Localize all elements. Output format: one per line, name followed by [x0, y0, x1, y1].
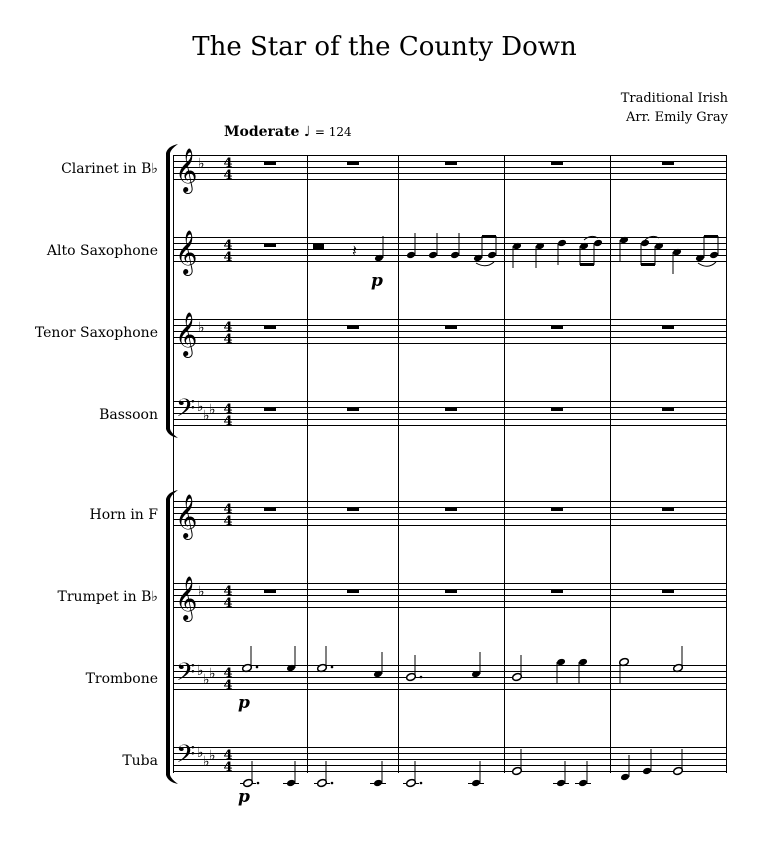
svg-text:4: 4: [223, 402, 233, 417]
instrument-label-bassoon: Bassoon: [99, 407, 158, 423]
flat-icon: ♭: [198, 320, 205, 336]
svg-text:4: 4: [223, 332, 233, 347]
staff-tuba: [173, 748, 727, 772]
quarter-note-icon: ♩: [303, 124, 311, 140]
staff-lines: [173, 156, 727, 772]
instrument-label-tuba: Tuba: [122, 753, 158, 769]
instrument-label-trombone: Trombone: [85, 671, 158, 687]
flat-icon: ♭: [203, 408, 210, 424]
staff-trumpet: [173, 584, 727, 608]
half-rest: [313, 244, 324, 249]
svg-text:4: 4: [223, 320, 233, 335]
svg-text:4: 4: [223, 168, 233, 183]
svg-text:4: 4: [223, 584, 233, 599]
svg-text:4: 4: [223, 156, 233, 171]
dynamic-piano-alto-sax: p: [371, 271, 383, 291]
treble-clef-icon: 𝄞: [175, 148, 198, 192]
tempo-text: Moderate: [224, 124, 300, 140]
flat-icon: ♭: [209, 402, 216, 418]
treble-clef-icon: 𝄞: [175, 576, 198, 620]
svg-text:4: 4: [223, 596, 233, 611]
flat-icon: ♭: [197, 663, 204, 679]
svg-text:4: 4: [223, 748, 233, 763]
svg-text:4: 4: [223, 250, 233, 265]
time-signature: [223, 748, 232, 775]
flat-icon: ♭: [209, 748, 216, 764]
arranger-credit: Arr. Emily Gray: [626, 110, 728, 125]
flat-icon: ♭: [198, 156, 205, 172]
dynamic-piano-tuba: p: [238, 787, 250, 807]
staff-clarinet: [173, 156, 727, 180]
bass-clef-icon: 𝄢: [176, 740, 196, 775]
bass-clef-icon: 𝄢: [176, 658, 196, 693]
staff-horn: [173, 502, 727, 526]
system-barlines: [174, 155, 727, 773]
time-signature: [223, 584, 232, 611]
dynamic-piano-trombone: p: [238, 693, 250, 713]
instrument-label-tenor-sax: Tenor Saxophone: [34, 325, 158, 341]
time-signature: [223, 666, 232, 693]
tempo-bpm: = 124: [314, 125, 352, 139]
instrument-label-horn: Horn in F: [89, 507, 158, 523]
flat-icon: ♭: [197, 399, 204, 415]
composer-credit: Traditional Irish: [620, 91, 728, 106]
svg-text:4: 4: [223, 502, 233, 517]
svg-text:4: 4: [223, 678, 233, 693]
time-signature: [223, 402, 232, 429]
staff-bassoon: [173, 402, 727, 426]
alto-sax-notes: [313, 233, 719, 274]
svg-text:4: 4: [223, 666, 233, 681]
flat-icon: ♭: [198, 584, 205, 600]
score-title: The Star of the County Down: [192, 32, 577, 62]
flat-icon: ♭: [197, 745, 204, 761]
time-signature: [223, 156, 232, 183]
svg-text:4: 4: [223, 414, 233, 429]
treble-clef-icon: 𝄞: [175, 230, 198, 274]
quarter-rest-icon: 𝄽: [352, 241, 357, 260]
instrument-label-alto-sax: Alto Saxophone: [46, 243, 158, 259]
time-signature: [223, 502, 232, 529]
svg-text:4: 4: [223, 238, 233, 253]
whole-rests: [264, 161, 674, 593]
tuba-notes: [240, 749, 683, 788]
staff-tenor-sax: [173, 320, 727, 344]
svg-text:4: 4: [223, 760, 233, 775]
time-signature: [223, 238, 232, 265]
flat-icon: ♭: [203, 754, 210, 770]
instrument-label-trumpet: Trumpet in B♭: [57, 589, 158, 605]
time-signature: [223, 320, 232, 347]
instrument-label-clarinet: Clarinet in B♭: [61, 161, 158, 177]
bass-clef-icon: 𝄢: [176, 394, 196, 429]
staff-trombone: [173, 666, 727, 690]
treble-clef-icon: 𝄞: [175, 312, 198, 356]
svg-text:4: 4: [223, 514, 233, 529]
flat-icon: ♭: [203, 672, 210, 688]
treble-clef-icon: 𝄞: [175, 494, 198, 538]
flat-icon: ♭: [209, 666, 216, 682]
